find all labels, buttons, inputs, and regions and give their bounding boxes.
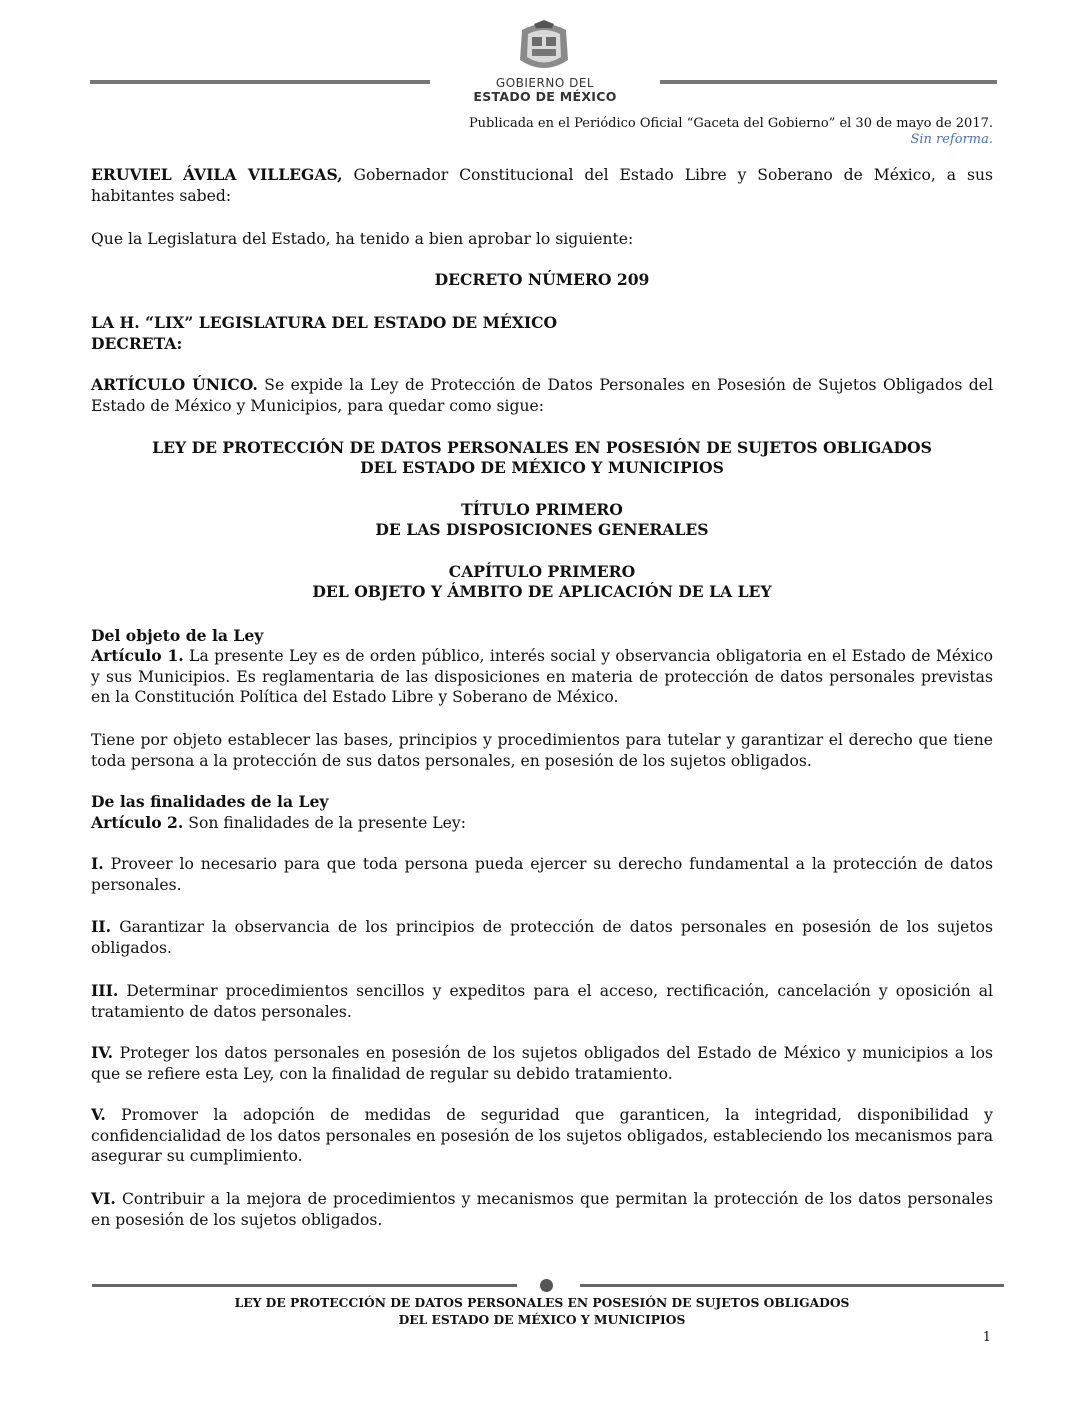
governor-name: ERUVIEL ÁVILA VILLEGAS, bbox=[91, 165, 343, 184]
state-coat-of-arms-icon bbox=[514, 20, 574, 74]
fraction-text: Proteger los datos personales en posesión de los sujetos obligados del Estado de México y municipios a los que se refiere esta Ley, con la finalidad de regular su debido tratamiento. bbox=[91, 1044, 993, 1083]
article1-paragraph2: Tiene por objeto establecer las bases, principios y procedimientos para tutelar y garantizar el derecho que tiene toda persona a la protección de sus datos personales, en posesión de los sujetos obligados. bbox=[91, 731, 993, 770]
fraction-item bbox=[91, 854, 993, 895]
fraction-item bbox=[91, 1189, 993, 1230]
footer-dot-icon bbox=[540, 1279, 553, 1292]
article1-label: Artículo 1. bbox=[91, 646, 184, 665]
footer-rule-left bbox=[92, 1284, 517, 1287]
fraction-number: I. bbox=[91, 854, 104, 873]
fraction-item bbox=[91, 981, 993, 1022]
reform-status: Sin reforma. bbox=[910, 132, 993, 147]
article2-text: Son finalidades de la presente Ley: bbox=[183, 814, 466, 832]
titulo-line2: DE LAS DISPOSICIONES GENERALES bbox=[375, 520, 709, 539]
article1-text: La presente Ley es de orden público, interés social y observancia obligatoria en el Estado de México y sus Municipios. Es reglamentaria de las disposiciones en materia de protección de datos personales previstas en la Constitución Política del Estado Libre y Soberano de México. bbox=[91, 647, 993, 706]
fraction-item bbox=[91, 1105, 993, 1167]
article2-heading: De las finalidades de la Ley bbox=[91, 792, 329, 811]
article-unico-label: ARTÍCULO ÚNICO. bbox=[91, 375, 258, 394]
fraction-number: VI. bbox=[91, 1189, 116, 1208]
government-name-line1: GOBIERNO DEL bbox=[495, 76, 595, 90]
footer-title-line1: LEY DE PROTECCIÓN DE DATOS PERSONALES EN POSESIÓN DE SUJETOS OBLIGADOS bbox=[234, 1295, 850, 1310]
page-number: 1 bbox=[982, 1330, 991, 1345]
decree-number: DECRETO NÚMERO 209 bbox=[434, 270, 650, 289]
fraction-item bbox=[91, 1043, 993, 1084]
article1-heading: Del objeto de la Ley bbox=[91, 626, 264, 645]
law-title-line1: LEY DE PROTECCIÓN DE DATOS PERSONALES EN POSESIÓN DE SUJETOS OBLIGADOS bbox=[152, 438, 932, 457]
article-unico-text: Se expide la Ley de Protección de Datos Personales en Posesión de Sujetos Obligados del Estado de México y Municipios, para quedar como sigue: bbox=[91, 376, 994, 415]
header-rule-left bbox=[90, 80, 430, 84]
fraction-text: Promover la adopción de medidas de seguridad que garanticen, la integridad, disponibilidad y confidencialidad de los datos personales en posesión de los sujetos obligados, estableciendo los mecanismos para asegurar su cumplimiento. bbox=[91, 1106, 993, 1165]
government-name-line2: ESTADO DE MÉXICO bbox=[473, 89, 617, 104]
fraction-number: V. bbox=[91, 1105, 106, 1124]
fraction-number: III. bbox=[91, 981, 119, 1000]
legislature-paragraph: Que la Legislatura del Estado, ha tenido a bien aprobar lo siguiente: bbox=[91, 230, 634, 248]
header-rule-right bbox=[660, 80, 997, 84]
footer-rule-right bbox=[580, 1284, 1004, 1287]
titulo-line1: TÍTULO PRIMERO bbox=[461, 500, 623, 519]
governor-text: Gobernador Constitucional del Estado Libre y Soberano de México, a sus habitantes sabed: bbox=[91, 166, 993, 205]
governor-paragraph bbox=[91, 165, 993, 206]
fraction-text: Proveer lo necesario para que toda persona pueda ejercer su derecho fundamental a la protección de datos personales. bbox=[91, 855, 993, 894]
article-unico-paragraph bbox=[91, 375, 993, 416]
law-title-line2: DEL ESTADO DE MÉXICO Y MUNICIPIOS bbox=[360, 458, 724, 477]
fraction-number: IV. bbox=[91, 1043, 114, 1062]
fraction-item bbox=[91, 917, 993, 958]
footer-title-line2: DEL ESTADO DE MÉXICO Y MUNICIPIOS bbox=[398, 1312, 686, 1327]
fraction-text: Contribuir a la mejora de procedimientos y mecanismos que permitan la protección de los datos personales en posesión de los sujetos obligados. bbox=[91, 1190, 993, 1229]
fraction-text: Garantizar la observancia de los principios de protección de datos personales en posesión de los sujetos obligados. bbox=[91, 918, 993, 957]
article1-paragraph bbox=[91, 646, 993, 708]
publication-note: Publicada en el Periódico Oficial “Gaceta del Gobierno” el 30 de mayo de 2017. bbox=[468, 116, 993, 131]
legislature-name: LA H. “LIX” LEGISLATURA DEL ESTADO DE MÉXICO bbox=[91, 313, 558, 332]
article2-paragraph bbox=[91, 813, 993, 834]
decreta-label: DECRETA: bbox=[91, 334, 183, 353]
fraction-number: II. bbox=[91, 917, 112, 936]
capitulo-line2: DEL OBJETO Y ÁMBITO DE APLICACIÓN DE LA LEY bbox=[312, 582, 772, 601]
fraction-text: Determinar procedimientos sencillos y expeditos para el acceso, rectificación, cancelación y oposición al tratamiento de datos personales. bbox=[91, 982, 993, 1021]
article2-label: Artículo 2. bbox=[91, 813, 184, 832]
capitulo-line1: CAPÍTULO PRIMERO bbox=[448, 562, 636, 581]
